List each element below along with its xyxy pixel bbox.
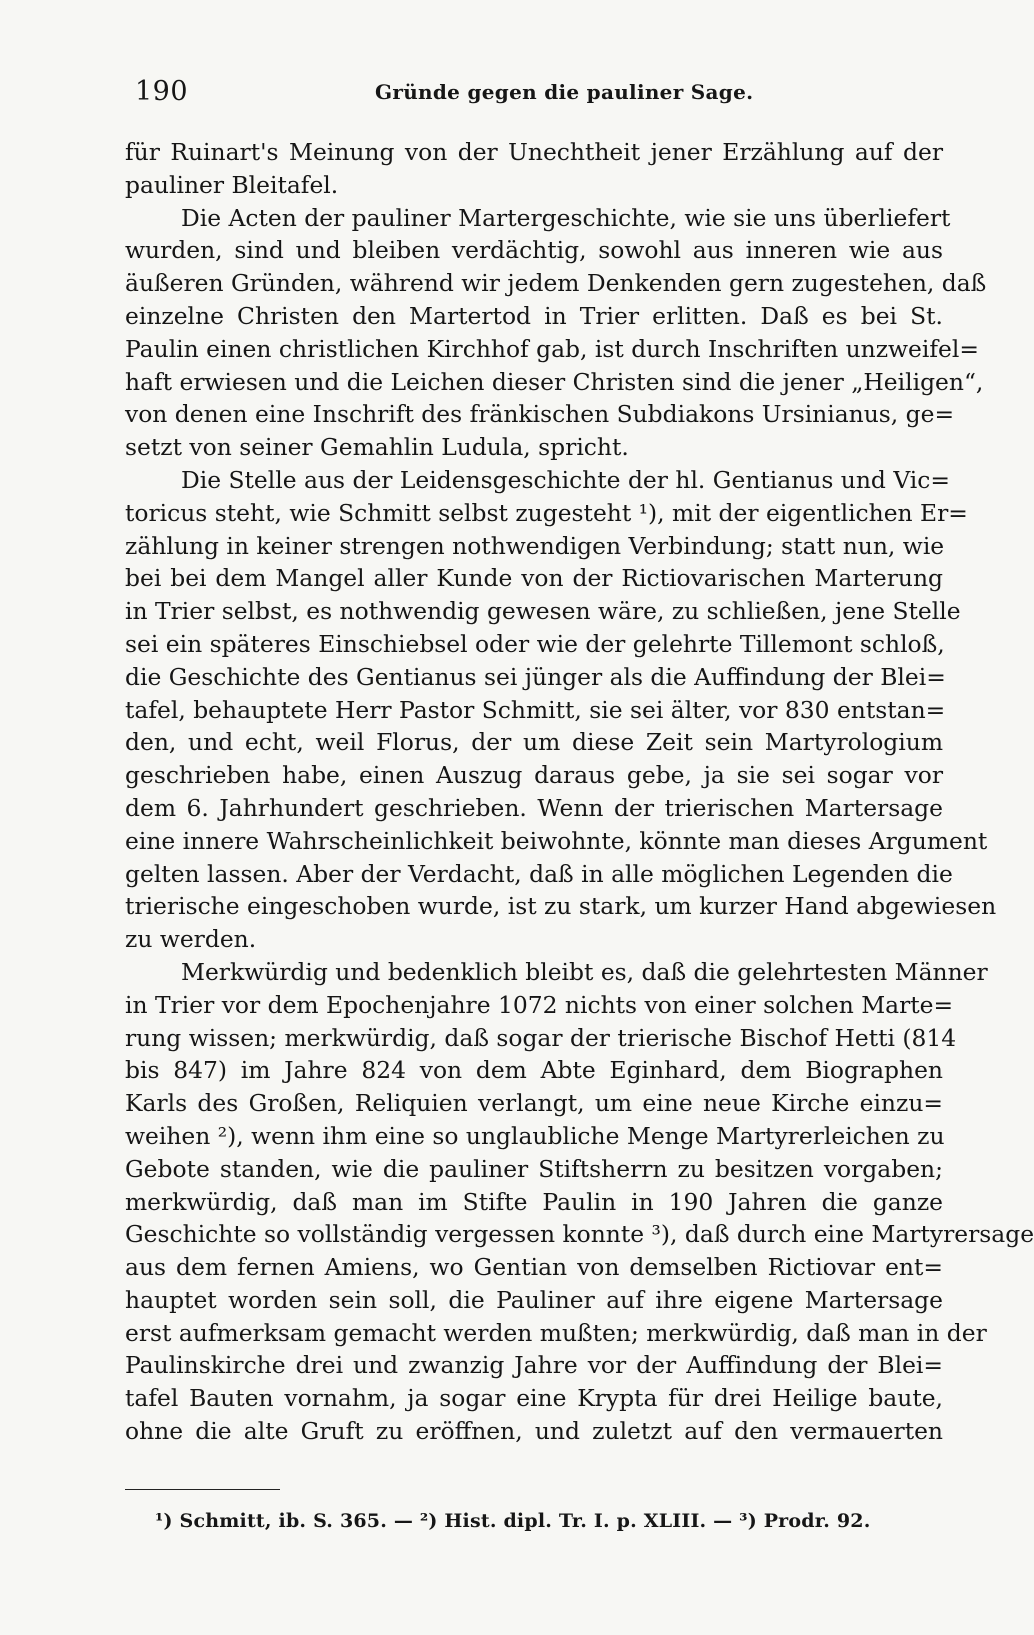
text-line: den, und echt, weil Florus, der um diese Zeit sein Martyrologium (125, 728, 943, 757)
text-line: weihen ²), wenn ihm eine so unglaubliche Menge Martyrerleichen zu (125, 1121, 945, 1150)
text-line: geschrieben habe, einen Auszug daraus gebe, ja sie sei sogar vor (125, 761, 943, 790)
text-line: hauptet worden sein soll, die Pauliner auf ihre eigene Martersage (125, 1285, 943, 1314)
text-line: toricus steht, wie Schmitt selbst zugesteht ¹), mit der eigentlichen Er= (125, 498, 968, 527)
text-line: zu werden. (125, 925, 257, 954)
text-line: für Ruinart's Meinung von der Unechtheit jener Erzählung auf der (125, 138, 943, 166)
text-line: zählung in keiner strengen nothwendigen Verbindung; statt nun, wie (125, 531, 945, 560)
text-line: dem 6. Jahrhundert geschrieben. Wenn der trierischen Martersage (125, 793, 943, 822)
text-line: Geschichte so vollständig vergessen konnte ³), daß durch eine Martyrersage (125, 1220, 1034, 1249)
text-line: ohne die alte Gruft zu eröffnen, und zuletzt auf den vermauerten (125, 1417, 943, 1446)
text-line: die Geschichte des Gentianus sei jünger als die Auffindung der Blei= (125, 662, 946, 691)
text-line: trierische eingeschoben wurde, ist zu stark, um kurzer Hand abgewiesen (125, 892, 997, 921)
text-line: Paulinskirche drei und zwanzig Jahre vor der Auffindung der Blei= (125, 1351, 943, 1380)
footnotes: ¹) Schmitt, ib. S. 365. — ²) Hist. dipl. Tr. I. p. XLIII. — ³) Prodr. 92. (155, 1510, 871, 1532)
text-line: äußeren Gründen, während wir jedem Denkenden gern zugestehen, daß (125, 269, 987, 298)
text-line: Die Stelle aus der Leidensgeschichte der hl. Gentianus und Vic= (181, 465, 950, 494)
text-line: merkwürdig, daß man im Stifte Paulin in 190 Jahren die ganze (125, 1187, 943, 1216)
text-line: haft erwiesen und die Leichen dieser Christen sind die jener „Heiligen“, (125, 367, 984, 396)
text-line: rung wissen; merkwürdig, daß sogar der trierische Bischof Hetti (814 (125, 1023, 957, 1052)
text-line: Gebote standen, wie die pauliner Stiftsherrn zu besitzen vorgaben; (125, 1154, 943, 1183)
page-header (135, 76, 945, 112)
text-line: tafel Bauten vornahm, ja sogar eine Krypta für drei Heilige baute, (125, 1384, 943, 1413)
text-line: einzelne Christen den Martertod in Trier erlitten. Daß es bei St. (125, 301, 943, 330)
body-text (125, 136, 1034, 1448)
text-line: sei ein späteres Einschiebsel oder wie der gelehrte Tillemont schloß, (125, 629, 945, 658)
text-line: bis 847) im Jahre 824 von dem Abte Eginhard, dem Biographen (125, 1056, 943, 1085)
text-line: erst aufmerksam gemacht werden mußten; merkwürdig, daß man in der (125, 1318, 987, 1347)
text-line: Paulin einen christlichen Kirchhof gab, ist durch Inschriften unzweifel= (125, 334, 979, 363)
running-title: Gründe gegen die pauliner Sage. (375, 80, 754, 104)
text-line: tafel, behauptete Herr Pastor Schmitt, sie sei älter, vor 830 entstan= (125, 695, 946, 724)
text-line: Karls des Großen, Reliquien verlangt, um eine neue Kirche einzu= (125, 1089, 943, 1118)
text-line: Die Acten der pauliner Martergeschichte, wie sie uns überliefert (181, 203, 951, 232)
text-line: von denen eine Inschrift des fränkischen Subdiakons Ursinianus, ge= (125, 400, 955, 429)
text-line: aus dem fernen Amiens, wo Gentian von demselben Rictiovar ent= (125, 1253, 943, 1282)
text-line: gelten lassen. Aber der Verdacht, daß in alle möglichen Legenden die (125, 859, 953, 888)
text-line: pauliner Bleitafel. (125, 170, 339, 199)
text-line: bei bei dem Mangel aller Kunde von der Rictiovarischen Marterung (125, 564, 943, 593)
page-number: 190 (135, 76, 189, 107)
text-line: Merkwürdig und bedenklich bleibt es, daß die gelehrtesten Männer (181, 957, 988, 986)
footnote-rule (125, 1489, 280, 1490)
text-line: in Trier selbst, es nothwendig gewesen wäre, zu schließen, jene Stelle (125, 597, 961, 626)
text-line: wurden, sind und bleiben verdächtig, sowohl aus inneren wie aus (125, 236, 943, 265)
text-line: eine innere Wahrscheinlichkeit beiwohnte, könnte man dieses Argument (125, 826, 988, 855)
text-line: setzt von seiner Gemahlin Ludula, spricht. (125, 433, 629, 462)
text-line: in Trier vor dem Epochenjahre 1072 nichts von einer solchen Marte= (125, 990, 954, 1019)
